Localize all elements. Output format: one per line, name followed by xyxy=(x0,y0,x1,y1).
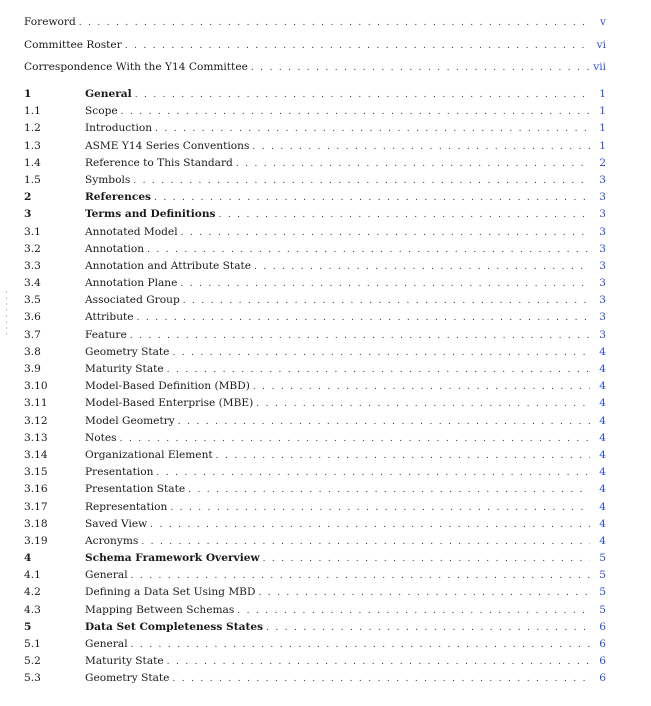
toc-entry[interactable] xyxy=(24,481,606,498)
section-number: 4.3 xyxy=(24,603,41,616)
front-matter-list xyxy=(24,11,606,79)
section-number: 3.16 xyxy=(24,483,48,496)
page-number-link[interactable]: 3 xyxy=(599,191,606,204)
section-number: 4.2 xyxy=(24,586,41,599)
dot-leader xyxy=(252,139,590,155)
page-number-link[interactable]: 4 xyxy=(599,448,606,461)
section-title: Model-Based Definition (MBD) xyxy=(85,380,250,393)
section-title: Geometry State xyxy=(85,672,170,685)
dot-leader xyxy=(133,173,590,189)
page-number-link[interactable]: 4 xyxy=(599,397,606,410)
section-title: Acronyms xyxy=(85,534,139,547)
toc-entry[interactable] xyxy=(24,224,606,241)
dot-leader xyxy=(253,379,590,395)
toc-entry[interactable] xyxy=(24,258,606,275)
dot-leader xyxy=(141,534,590,550)
section-number: 5.1 xyxy=(24,638,41,650)
section-number: 4.1 xyxy=(24,569,41,582)
dot-leader xyxy=(167,362,590,378)
page-number-link[interactable]: 6 xyxy=(599,655,606,668)
section-number: 3.9 xyxy=(24,363,41,375)
toc-entry[interactable] xyxy=(24,567,606,584)
page-number-link[interactable]: 5 xyxy=(599,552,606,565)
toc-entry[interactable] xyxy=(24,636,606,653)
section-number: 3.10 xyxy=(24,380,48,393)
dot-leader xyxy=(181,225,590,241)
page-number-link[interactable]: 3 xyxy=(599,277,606,290)
toc-entry[interactable] xyxy=(24,155,606,172)
table-of-contents xyxy=(24,86,606,688)
dot-leader xyxy=(135,87,590,103)
toc-entry[interactable] xyxy=(24,309,606,326)
dot-leader xyxy=(156,465,590,481)
section-title: Annotation xyxy=(85,242,145,255)
page-number-link[interactable]: 4 xyxy=(599,534,606,547)
page-number-link[interactable]: 3 xyxy=(599,173,606,186)
toc-entry[interactable] xyxy=(24,447,606,464)
page-number-link[interactable]: 6 xyxy=(599,620,606,633)
section-title: Feature xyxy=(85,328,127,341)
section-title: References xyxy=(85,191,152,204)
section-title: ASME Y14 Series Conventions xyxy=(85,139,250,152)
section-number: 3.18 xyxy=(24,517,48,530)
section-title: Presentation xyxy=(85,466,154,479)
section-number: 3.15 xyxy=(24,466,48,479)
section-number: 5 xyxy=(24,620,32,633)
dot-leader xyxy=(183,293,590,309)
section-title: Schema Framework Overview xyxy=(85,552,260,565)
dot-leader xyxy=(150,517,590,533)
dot-leader xyxy=(219,207,590,223)
page-number-link[interactable]: 3 xyxy=(599,311,606,324)
toc-entry[interactable] xyxy=(24,189,606,206)
dot-leader xyxy=(258,585,590,601)
section-title: Model Geometry xyxy=(85,414,175,427)
dot-leader xyxy=(130,328,590,344)
dot-leader xyxy=(237,603,590,619)
dot-leader xyxy=(147,242,590,258)
toc-entry[interactable] xyxy=(24,327,606,344)
section-number: 3.11 xyxy=(24,397,48,410)
dot-leader xyxy=(178,414,590,430)
page-number-link[interactable]: 4 xyxy=(599,517,606,530)
dot-leader xyxy=(254,259,590,275)
dot-leader xyxy=(216,448,590,464)
page-number-link[interactable]: 4 xyxy=(599,380,606,393)
toc-entry[interactable] xyxy=(24,86,606,103)
dot-leader xyxy=(170,500,590,516)
page-number-link[interactable]: 4 xyxy=(599,500,606,513)
section-title: Associated Group xyxy=(85,294,180,307)
toc-entry[interactable] xyxy=(24,138,606,155)
page-number-link[interactable]: 3 xyxy=(599,208,606,221)
section-title: Committee Roster xyxy=(24,38,122,51)
dot-leader xyxy=(125,35,590,57)
toc-entry[interactable] xyxy=(24,619,606,636)
dot-leader xyxy=(236,156,590,172)
dot-leader xyxy=(79,12,590,34)
section-title: Representation xyxy=(85,500,168,513)
section-title: Presentation State xyxy=(85,483,186,496)
toc-entry[interactable] xyxy=(24,206,606,223)
margin-scan-marks xyxy=(3,287,11,367)
dot-leader xyxy=(263,551,590,567)
section-number: 3.4 xyxy=(24,277,41,290)
page-number-link[interactable]: vii xyxy=(593,61,606,73)
page-number-link[interactable]: 3 xyxy=(599,225,606,238)
dot-leader xyxy=(131,637,590,653)
section-title: Model-Based Enterprise (MBE) xyxy=(85,397,254,410)
section-title: Notes xyxy=(85,431,117,444)
section-number: 1 xyxy=(24,88,32,100)
page-number-link[interactable]: 1 xyxy=(599,88,606,100)
dot-leader xyxy=(188,482,590,498)
section-title: Maturity State xyxy=(85,655,164,668)
page-number-link[interactable]: v xyxy=(600,16,606,28)
toc-entry[interactable] xyxy=(24,395,606,412)
toc-entry[interactable] xyxy=(24,413,606,430)
section-number: 3.17 xyxy=(24,500,48,513)
section-number: 3.12 xyxy=(24,414,48,427)
section-number: 1.1 xyxy=(24,105,41,118)
section-title: Data Set Completeness States xyxy=(85,620,264,633)
section-number: 3.1 xyxy=(24,225,41,238)
dot-leader xyxy=(172,671,590,687)
page-number-link[interactable]: 4 xyxy=(599,414,606,427)
toc-entry[interactable] xyxy=(24,292,606,309)
dot-leader xyxy=(154,190,590,206)
section-number: 2 xyxy=(24,191,32,204)
section-title: Maturity State xyxy=(85,363,164,375)
section-title: Annotated Model xyxy=(85,225,178,238)
dot-leader xyxy=(180,276,590,292)
toc-entry[interactable] xyxy=(24,550,606,567)
dot-leader xyxy=(120,431,590,447)
toc-entry[interactable] xyxy=(24,499,606,516)
page-number-link[interactable]: 1 xyxy=(599,139,606,152)
section-title: Defining a Data Set Using MBD xyxy=(85,586,256,599)
toc-entry[interactable] xyxy=(24,464,606,481)
page-number-link[interactable]: 6 xyxy=(599,638,606,650)
section-title: Scope xyxy=(85,105,118,118)
section-title: Annotation Plane xyxy=(85,277,178,290)
section-title: Saved View xyxy=(85,517,148,530)
page-number-link[interactable]: vi xyxy=(596,38,606,51)
page-number-link[interactable]: 3 xyxy=(599,242,606,255)
section-number: 3.13 xyxy=(24,431,48,444)
dot-leader xyxy=(266,620,590,636)
front-matter-entry[interactable] xyxy=(24,34,606,57)
section-number: 3.19 xyxy=(24,534,48,547)
section-title: Introduction xyxy=(85,122,153,135)
page-number-link[interactable]: 5 xyxy=(599,603,606,616)
section-number: 5.2 xyxy=(24,655,41,668)
page-number-link[interactable]: 3 xyxy=(599,259,606,272)
front-matter-entry[interactable] xyxy=(24,56,606,79)
section-title: Attribute xyxy=(85,311,134,324)
toc-entry[interactable] xyxy=(24,584,606,601)
toc-entry[interactable] xyxy=(24,378,606,395)
page-number-link[interactable]: 3 xyxy=(599,294,606,307)
page-number-link[interactable]: 4 xyxy=(599,363,606,375)
section-title: Foreword xyxy=(24,16,76,28)
section-number: 3.3 xyxy=(24,259,41,272)
section-title: Mapping Between Schemas xyxy=(85,603,235,616)
page-number-link[interactable]: 1 xyxy=(599,105,606,118)
page-number-link[interactable]: 4 xyxy=(599,345,606,358)
dot-leader xyxy=(131,568,590,584)
toc-entry[interactable] xyxy=(24,275,606,292)
toc-entry[interactable] xyxy=(24,670,606,687)
section-number: 3 xyxy=(24,208,32,221)
dot-leader xyxy=(251,57,589,79)
section-title: Annotation and Attribute State xyxy=(85,259,252,272)
page-number-link[interactable]: 4 xyxy=(599,483,606,496)
toc-entry[interactable] xyxy=(24,344,606,361)
toc-entry[interactable] xyxy=(24,653,606,670)
section-number: 3.7 xyxy=(24,328,41,341)
section-number: 3.8 xyxy=(24,345,41,358)
dot-leader xyxy=(167,654,590,670)
dot-leader xyxy=(137,310,590,326)
toc-entry[interactable] xyxy=(24,361,606,378)
page-number-link[interactable]: 4 xyxy=(599,466,606,479)
toc-entry[interactable] xyxy=(24,602,606,619)
toc-entry[interactable] xyxy=(24,516,606,533)
section-number: 1.2 xyxy=(24,122,41,135)
page-number-link[interactable]: 6 xyxy=(599,672,606,685)
page-number-link[interactable]: 5 xyxy=(599,586,606,599)
section-title: Organizational Element xyxy=(85,448,213,461)
section-number: 3.5 xyxy=(24,294,41,307)
section-title: General xyxy=(85,88,132,100)
section-title: General xyxy=(85,638,128,650)
section-title: Reference to This Standard xyxy=(85,156,233,169)
section-number: 4 xyxy=(24,552,32,565)
toc-entry[interactable] xyxy=(24,533,606,550)
page-number-link[interactable]: 1 xyxy=(599,122,606,135)
section-number: 3.14 xyxy=(24,448,48,461)
dot-leader xyxy=(155,121,590,137)
toc-entry[interactable] xyxy=(24,120,606,137)
section-number: 3.6 xyxy=(24,311,41,324)
section-title: General xyxy=(85,569,128,582)
section-title: Correspondence With the Y14 Committee xyxy=(24,61,248,73)
toc-entry[interactable] xyxy=(24,430,606,447)
section-number: 1.5 xyxy=(24,173,41,186)
dot-leader xyxy=(121,104,590,120)
dot-leader xyxy=(256,396,590,412)
toc-entry[interactable] xyxy=(24,241,606,258)
front-matter-entry[interactable] xyxy=(24,11,606,34)
section-number: 3.2 xyxy=(24,242,41,255)
section-title: Terms and Definitions xyxy=(85,208,216,221)
section-number: 1.3 xyxy=(24,139,41,152)
section-number: 5.3 xyxy=(24,672,41,685)
section-title: Geometry State xyxy=(85,345,170,358)
section-title: Symbols xyxy=(85,173,131,186)
toc-entry[interactable] xyxy=(24,103,606,120)
page-number-link[interactable]: 4 xyxy=(599,431,606,444)
page-number-link[interactable]: 5 xyxy=(599,569,606,582)
dot-leader xyxy=(172,345,590,361)
page-number-link[interactable]: 3 xyxy=(599,328,606,341)
section-number: 1.4 xyxy=(24,156,41,169)
toc-entry[interactable] xyxy=(24,172,606,189)
page-number-link[interactable]: 2 xyxy=(599,156,606,169)
